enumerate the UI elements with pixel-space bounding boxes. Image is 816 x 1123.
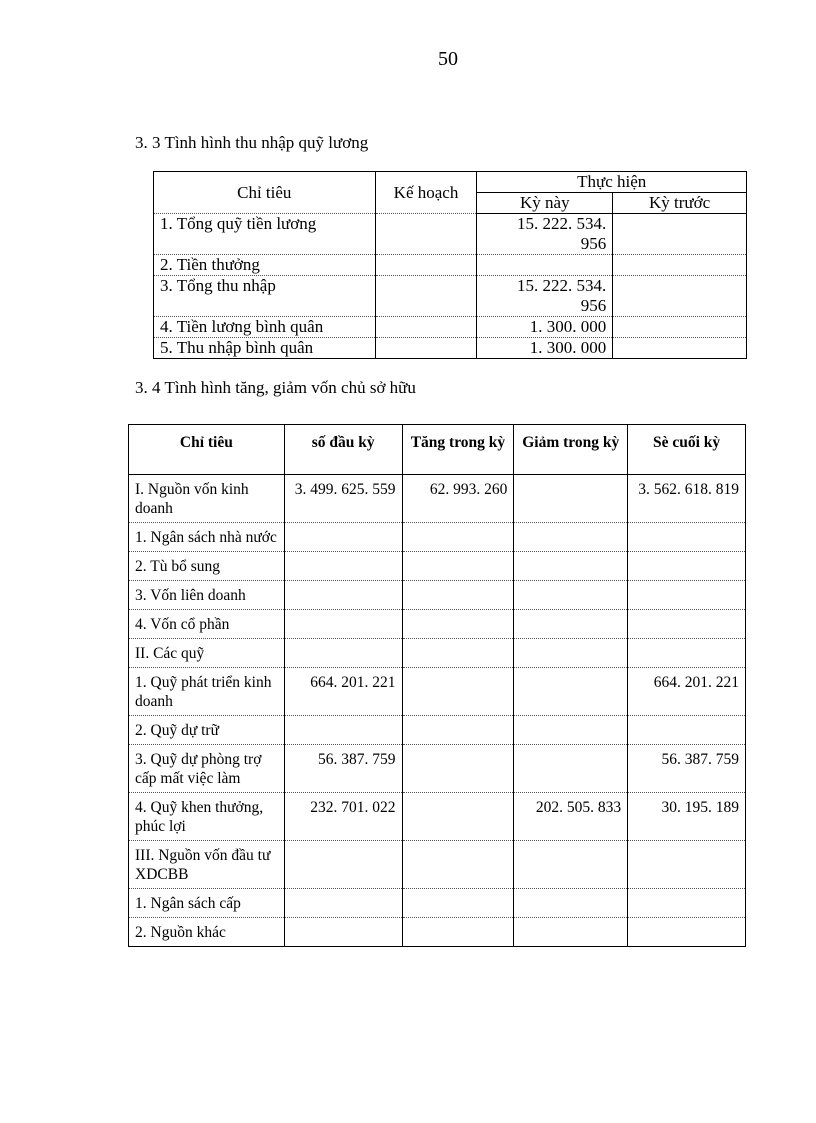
cell-so-dau-ky — [284, 716, 402, 745]
header-ke-hoach: Kế hoạch — [375, 172, 477, 214]
cell-so-dau-ky — [284, 610, 402, 639]
cell-giam-trong-ky — [514, 581, 628, 610]
cell-giam-trong-ky — [514, 668, 628, 716]
cell-ky-truoc — [613, 317, 747, 338]
cell-giam-trong-ky — [514, 475, 628, 523]
table-row — [154, 255, 747, 276]
table-row — [129, 918, 746, 947]
cell-so-dau-ky: 232. 701. 022 — [284, 793, 402, 841]
cell-so-dau-ky — [284, 841, 402, 889]
cell-tang-trong-ky — [402, 581, 514, 610]
cell-giam-trong-ky — [514, 889, 628, 918]
cell-so-dau-ky — [284, 523, 402, 552]
cell-tang-trong-ky — [402, 668, 514, 716]
cell-ky-nay — [477, 338, 613, 359]
cell-tang-trong-ky — [402, 889, 514, 918]
cell-tang-trong-ky — [402, 552, 514, 581]
cell-ky-truoc — [613, 276, 747, 317]
cell-tang-trong-ky — [402, 841, 514, 889]
cell-so-dau-ky: 3. 499. 625. 559 — [284, 475, 402, 523]
table-row — [129, 552, 746, 581]
cell-giam-trong-ky — [514, 552, 628, 581]
cell-so-cuoi-ky — [628, 552, 746, 581]
table-row — [129, 841, 746, 889]
cell-giam-trong-ky — [514, 918, 628, 947]
cell-ky-nay-line1: 1. 300. 000 — [529, 338, 607, 357]
row-label: 3. Tổng thu nhập — [154, 276, 376, 317]
cell-giam-trong-ky — [514, 523, 628, 552]
header-ky-truoc: Kỳ trước — [613, 193, 747, 214]
table-row — [129, 523, 746, 552]
cell-so-cuoi-ky: 664. 201. 221 — [628, 668, 746, 716]
header-tang-trong-ky: Tăng trong kỳ — [402, 425, 514, 475]
cell-ky-nay — [477, 214, 613, 255]
row-label: 1. Tổng quỹ tiền lương — [154, 214, 376, 255]
cell-giam-trong-ky — [514, 716, 628, 745]
row-label: 4. Quỹ khen thưởng, phúc lợi — [129, 793, 285, 841]
cell-tang-trong-ky — [402, 793, 514, 841]
table-row — [129, 745, 746, 793]
cell-ky-nay-line2: 956 — [580, 296, 607, 315]
header-so-cuoi-ky: Sè cuối kỳ — [628, 425, 746, 475]
cell-so-cuoi-ky — [628, 889, 746, 918]
table-row — [154, 276, 747, 317]
row-label: 3. Vốn liên doanh — [129, 581, 285, 610]
cell-so-cuoi-ky — [628, 639, 746, 668]
cell-so-dau-ky — [284, 639, 402, 668]
table-row — [154, 338, 747, 359]
cell-giam-trong-ky — [514, 610, 628, 639]
row-label: 2. Tù bổ sung — [129, 552, 285, 581]
header-ky-nay: Kỳ này — [477, 193, 613, 214]
table-row — [129, 668, 746, 716]
cell-tang-trong-ky — [402, 639, 514, 668]
cell-ke-hoach — [375, 317, 477, 338]
header-chi-tieu: Chỉ tiêu — [129, 425, 285, 475]
row-label: 4. Vốn cổ phần — [129, 610, 285, 639]
cell-ke-hoach — [375, 338, 477, 359]
table-row — [129, 639, 746, 668]
cell-so-cuoi-ky — [628, 581, 746, 610]
section-3-4-title: 3. 4 Tình hình tăng, giảm vốn chủ sở hữu — [135, 378, 416, 397]
cell-so-cuoi-ky — [628, 523, 746, 552]
equity-change-table — [128, 424, 746, 947]
table-row — [129, 889, 746, 918]
cell-so-cuoi-ky: 3. 562. 618. 819 — [628, 475, 746, 523]
table-row — [129, 793, 746, 841]
cell-ky-truoc — [613, 255, 747, 276]
cell-ky-nay-line2: 956 — [580, 234, 607, 253]
cell-ke-hoach — [375, 214, 477, 255]
cell-tang-trong-ky — [402, 523, 514, 552]
cell-giam-trong-ky — [514, 841, 628, 889]
cell-giam-trong-ky: 202. 505. 833 — [514, 793, 628, 841]
cell-so-cuoi-ky — [628, 841, 746, 889]
header-giam-trong-ky: Giảm trong kỳ — [514, 425, 628, 475]
row-label: 5. Thu nhập bình quân — [154, 338, 376, 359]
cell-ky-nay — [477, 255, 613, 276]
cell-tang-trong-ky — [402, 716, 514, 745]
row-label: 3. Quỹ dự phòng trợ cấp mất việc làm — [129, 745, 285, 793]
cell-ky-nay — [477, 317, 613, 338]
row-label: 1. Ngân sách nhà nước — [129, 523, 285, 552]
table-row — [129, 581, 746, 610]
cell-so-dau-ky: 56. 387. 759 — [284, 745, 402, 793]
cell-ky-nay-line1: 1. 300. 000 — [529, 317, 607, 336]
cell-ky-truoc — [613, 214, 747, 255]
table-row — [129, 610, 746, 639]
cell-so-dau-ky — [284, 889, 402, 918]
cell-so-dau-ky — [284, 918, 402, 947]
cell-so-cuoi-ky — [628, 918, 746, 947]
cell-ky-nay-line1: 15. 222. 534. — [516, 276, 607, 295]
table-row — [154, 214, 747, 255]
cell-so-dau-ky: 664. 201. 221 — [284, 668, 402, 716]
cell-tang-trong-ky: 62. 993. 260 — [402, 475, 514, 523]
cell-so-cuoi-ky — [628, 610, 746, 639]
cell-giam-trong-ky — [514, 639, 628, 668]
income-wage-fund-table — [153, 171, 747, 359]
row-label: 2. Quỹ dự trữ — [129, 716, 285, 745]
cell-tang-trong-ky — [402, 610, 514, 639]
cell-tang-trong-ky — [402, 918, 514, 947]
table-row — [129, 716, 746, 745]
header-thuc-hien: Thực hiện — [477, 172, 747, 193]
table-row — [154, 317, 747, 338]
row-label: I. Nguồn vốn kinh doanh — [129, 475, 285, 523]
cell-so-cuoi-ky: 30. 195. 189 — [628, 793, 746, 841]
cell-ke-hoach — [375, 276, 477, 317]
cell-ke-hoach — [375, 255, 477, 276]
cell-tang-trong-ky — [402, 745, 514, 793]
section-3-3-title: 3. 3 Tình hình thu nhập quỹ lương — [135, 133, 369, 152]
cell-ky-truoc — [613, 338, 747, 359]
cell-so-cuoi-ky: 56. 387. 759 — [628, 745, 746, 793]
cell-giam-trong-ky — [514, 745, 628, 793]
row-label: 1. Ngân sách cấp — [129, 889, 285, 918]
row-label: III. Nguồn vốn đầu tư XDCBB — [129, 841, 285, 889]
cell-so-dau-ky — [284, 552, 402, 581]
cell-ky-nay-line1: 15. 222. 534. — [516, 214, 607, 233]
header-so-dau-ky: số đầu kỳ — [284, 425, 402, 475]
cell-so-cuoi-ky — [628, 716, 746, 745]
cell-so-dau-ky — [284, 581, 402, 610]
row-label: 4. Tiền lương bình quân — [154, 317, 376, 338]
page-number: 50 — [438, 48, 458, 70]
header-chi-tieu: Chỉ tiêu — [154, 172, 376, 214]
row-label: 2. Tiền thưởng — [154, 255, 376, 276]
row-label: II. Các quỹ — [129, 639, 285, 668]
table-row — [129, 475, 746, 523]
cell-ky-nay — [477, 276, 613, 317]
row-label: 1. Quỹ phát triển kinh doanh — [129, 668, 285, 716]
row-label: 2. Nguồn khác — [129, 918, 285, 947]
